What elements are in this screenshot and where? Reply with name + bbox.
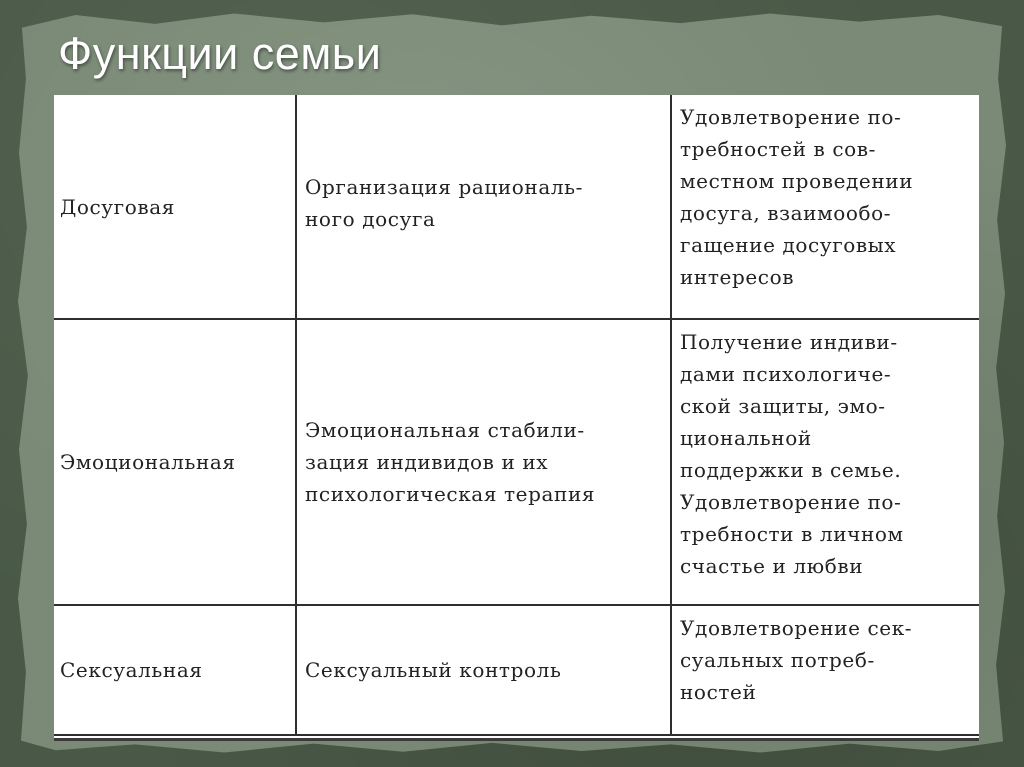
function-purpose: Организация рациональ- ного досуга <box>305 175 584 231</box>
function-purpose-cell <box>296 319 671 605</box>
functions-table <box>54 95 979 741</box>
table-row <box>54 319 979 605</box>
function-name-cell <box>54 319 296 605</box>
function-purpose-cell <box>296 605 671 735</box>
function-result-cell <box>671 95 979 319</box>
function-name: Досуговая <box>60 194 175 219</box>
function-purpose: Сексуальный контроль <box>305 658 562 682</box>
function-result: Удовлетворение по- требностей в сов- местном проведении досуга, взаимообо- гащение досуговых интересов <box>680 105 914 289</box>
function-name: Сексуальная <box>60 658 203 682</box>
table <box>54 95 979 736</box>
function-name-cell <box>54 95 296 319</box>
function-result-cell <box>671 319 979 605</box>
function-result: Получение индиви- дами психологиче- ской защиты, эмо- циональной поддержки в семье. Удовлетворение по- требности в личном счастье и любви <box>680 330 904 578</box>
slide-title: Функции семьи <box>58 28 382 79</box>
function-result-cell <box>671 605 979 735</box>
function-name: Эмоциональная <box>60 450 236 474</box>
function-result: Удовлетворение сек- суальных потреб- ностей <box>680 616 913 704</box>
function-purpose: Эмоциональная стабили- зация индивидов и их психологическая терапия <box>305 418 596 506</box>
table-row <box>54 95 979 319</box>
function-purpose-cell <box>296 95 671 319</box>
function-name-cell <box>54 605 296 735</box>
table-row <box>54 605 979 735</box>
